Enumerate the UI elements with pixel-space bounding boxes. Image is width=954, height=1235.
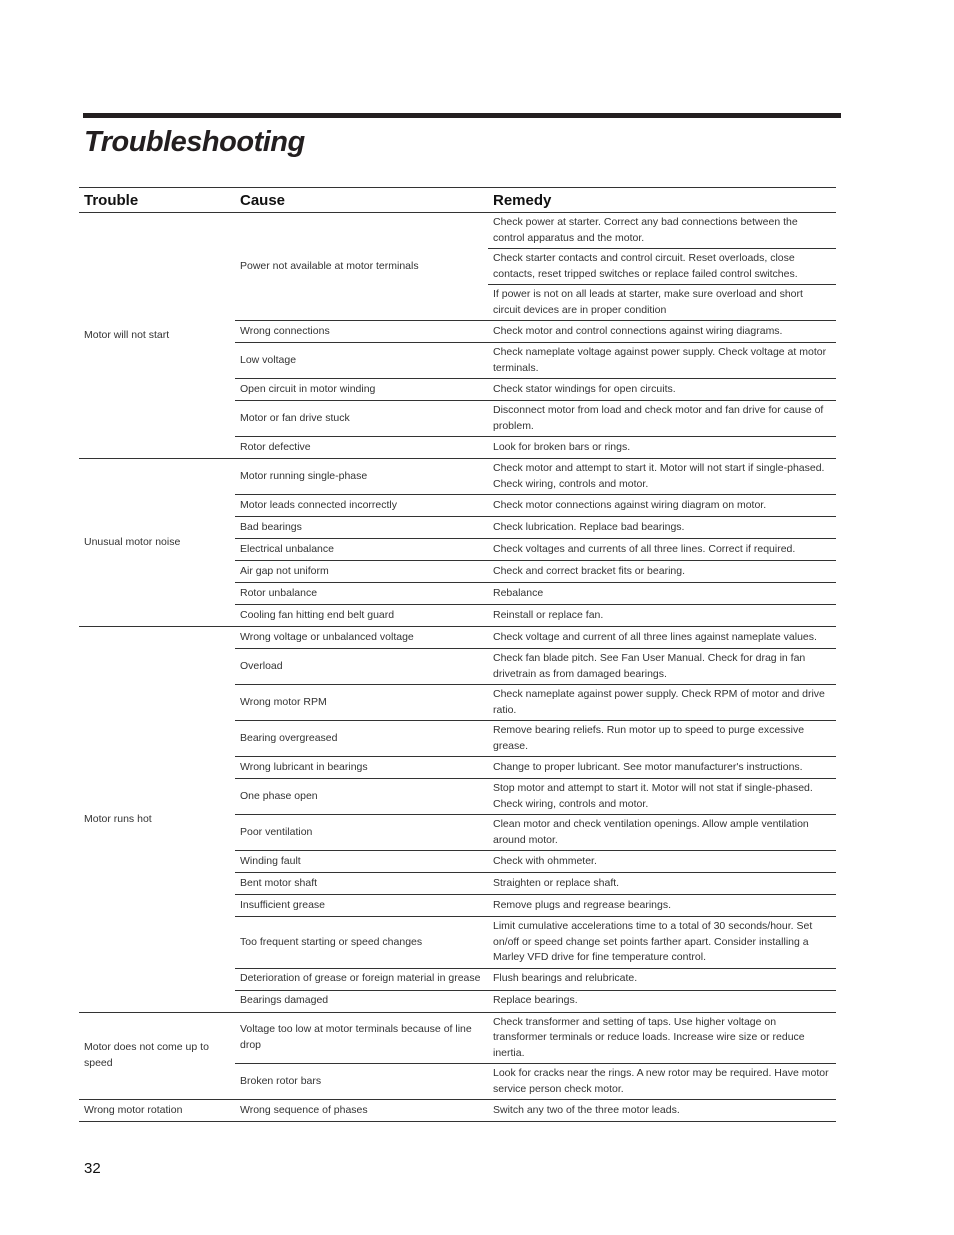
cause-cell: Air gap not uniform (235, 561, 488, 583)
cause-cell: Overload (235, 649, 488, 685)
cause-cell: Broken rotor bars (235, 1064, 488, 1100)
cause-cell: Motor leads connected incorrectly (235, 495, 488, 517)
top-rule (83, 113, 841, 118)
remedy-cell: Limit cumulative accelerations time to a total of 30 seconds/hour. Set on/off or speed change set points farther apart. Consider installing a Marley VFD drive for fine temperature control. (488, 917, 836, 969)
header-cause: Cause (235, 188, 488, 213)
remedy-cell: Check fan blade pitch. See Fan User Manual. Check for drag in fan drivetrain as from damaged bearings. (488, 649, 836, 685)
remedy-cell: Check and correct bracket fits or bearing. (488, 561, 836, 583)
table-row (79, 627, 836, 649)
cause-cell: One phase open (235, 779, 488, 815)
cause-cell: Rotor unbalance (235, 583, 488, 605)
page-number: 32 (84, 1160, 101, 1177)
remedy-cell: Check motor connections against wiring diagram on motor. (488, 495, 836, 517)
table-body (79, 213, 836, 1122)
remedy-cell: Replace bearings. (488, 990, 836, 1012)
remedy-cell: Check motor and control connections against wiring diagrams. (488, 321, 836, 343)
remedy-cell: Check motor and attempt to start it. Motor will not start if single-phased. Check wiring, controls and motor. (488, 459, 836, 495)
cause-cell: Bearing overgreased (235, 721, 488, 757)
remedy-cell: Straighten or replace shaft. (488, 873, 836, 895)
cause-cell: Low voltage (235, 343, 488, 379)
cause-cell: Wrong lubricant in bearings (235, 757, 488, 779)
remedy-cell: Change to proper lubricant. See motor manufacturer's instructions. (488, 757, 836, 779)
remedy-cell: Stop motor and attempt to start it. Motor will not stat if single-phased. Check wiring, controls and motor. (488, 779, 836, 815)
cause-cell: Cooling fan hitting end belt guard (235, 605, 488, 627)
cause-cell: Wrong sequence of phases (235, 1100, 488, 1122)
cause-cell: Wrong motor RPM (235, 685, 488, 721)
cause-cell: Too frequent starting or speed changes (235, 917, 488, 969)
cause-cell: Bent motor shaft (235, 873, 488, 895)
remedy-cell: Remove plugs and regrease bearings. (488, 895, 836, 917)
trouble-cell: Wrong motor rotation (79, 1100, 235, 1122)
cause-cell: Bearings damaged (235, 990, 488, 1012)
remedy-cell: Clean motor and check ventilation openings. Allow ample ventilation around motor. (488, 815, 836, 851)
cause-cell: Wrong connections (235, 321, 488, 343)
trouble-cell: Motor runs hot (79, 627, 235, 1013)
cause-cell: Insufficient grease (235, 895, 488, 917)
remedy-cell: Check power at starter. Correct any bad connections between the control apparatus and the motor. (488, 213, 836, 249)
trouble-cell: Motor does not come up to speed (79, 1012, 235, 1100)
header-trouble: Trouble (79, 188, 235, 213)
remedy-cell: Remove bearing reliefs. Run motor up to speed to purge excessive grease. (488, 721, 836, 757)
remedy-cell: Check transformer and setting of taps. Use higher voltage on transformer terminals or reduce loads. Increase wire size or reduce inertia. (488, 1012, 836, 1064)
remedy-cell: Check nameplate against power supply. Check RPM of motor and drive ratio. (488, 685, 836, 721)
cause-cell: Motor running single-phase (235, 459, 488, 495)
table-row (79, 1012, 836, 1064)
cause-cell: Poor ventilation (235, 815, 488, 851)
table-row (79, 459, 836, 495)
remedy-cell: Rebalance (488, 583, 836, 605)
cause-cell: Wrong voltage or unbalanced voltage (235, 627, 488, 649)
trouble-cell: Motor will not start (79, 213, 235, 459)
remedy-cell: Check stator windings for open circuits. (488, 379, 836, 401)
cause-cell: Bad bearings (235, 517, 488, 539)
remedy-cell: Disconnect motor from load and check motor and fan drive for cause of problem. (488, 401, 836, 437)
cause-cell: Deterioration of grease or foreign material in grease (235, 968, 488, 990)
cause-cell: Winding fault (235, 851, 488, 873)
remedy-cell: If power is not on all leads at starter, make sure overload and short circuit devices are in proper condition (488, 285, 836, 321)
remedy-cell: Flush bearings and relubricate. (488, 968, 836, 990)
remedy-cell: Check with ohmmeter. (488, 851, 836, 873)
remedy-cell: Check lubrication. Replace bad bearings. (488, 517, 836, 539)
cause-cell: Rotor defective (235, 437, 488, 459)
cause-cell: Open circuit in motor winding (235, 379, 488, 401)
table-header-row (79, 188, 836, 213)
cause-cell: Motor or fan drive stuck (235, 401, 488, 437)
table-row (79, 1100, 836, 1122)
remedy-cell: Check voltage and current of all three lines against nameplate values. (488, 627, 836, 649)
header-remedy: Remedy (488, 188, 836, 213)
cause-cell: Electrical unbalance (235, 539, 488, 561)
cause-cell: Power not available at motor terminals (235, 213, 488, 321)
page-title: Troubleshooting (84, 126, 305, 158)
remedy-cell: Reinstall or replace fan. (488, 605, 836, 627)
remedy-cell: Switch any two of the three motor leads. (488, 1100, 836, 1122)
remedy-cell: Check starter contacts and control circuit. Reset overloads, close contacts, reset tripped switches or replace failed control switches. (488, 249, 836, 285)
troubleshooting-table (79, 187, 836, 1122)
trouble-cell: Unusual motor noise (79, 459, 235, 627)
remedy-cell: Look for cracks near the rings. A new rotor may be required. Have motor service person check motor. (488, 1064, 836, 1100)
remedy-cell: Check nameplate voltage against power supply. Check voltage at motor terminals. (488, 343, 836, 379)
table-row (79, 213, 836, 249)
cause-cell: Voltage too low at motor terminals because of line drop (235, 1012, 488, 1064)
remedy-cell: Check voltages and currents of all three lines. Correct if required. (488, 539, 836, 561)
remedy-cell: Look for broken bars or rings. (488, 437, 836, 459)
